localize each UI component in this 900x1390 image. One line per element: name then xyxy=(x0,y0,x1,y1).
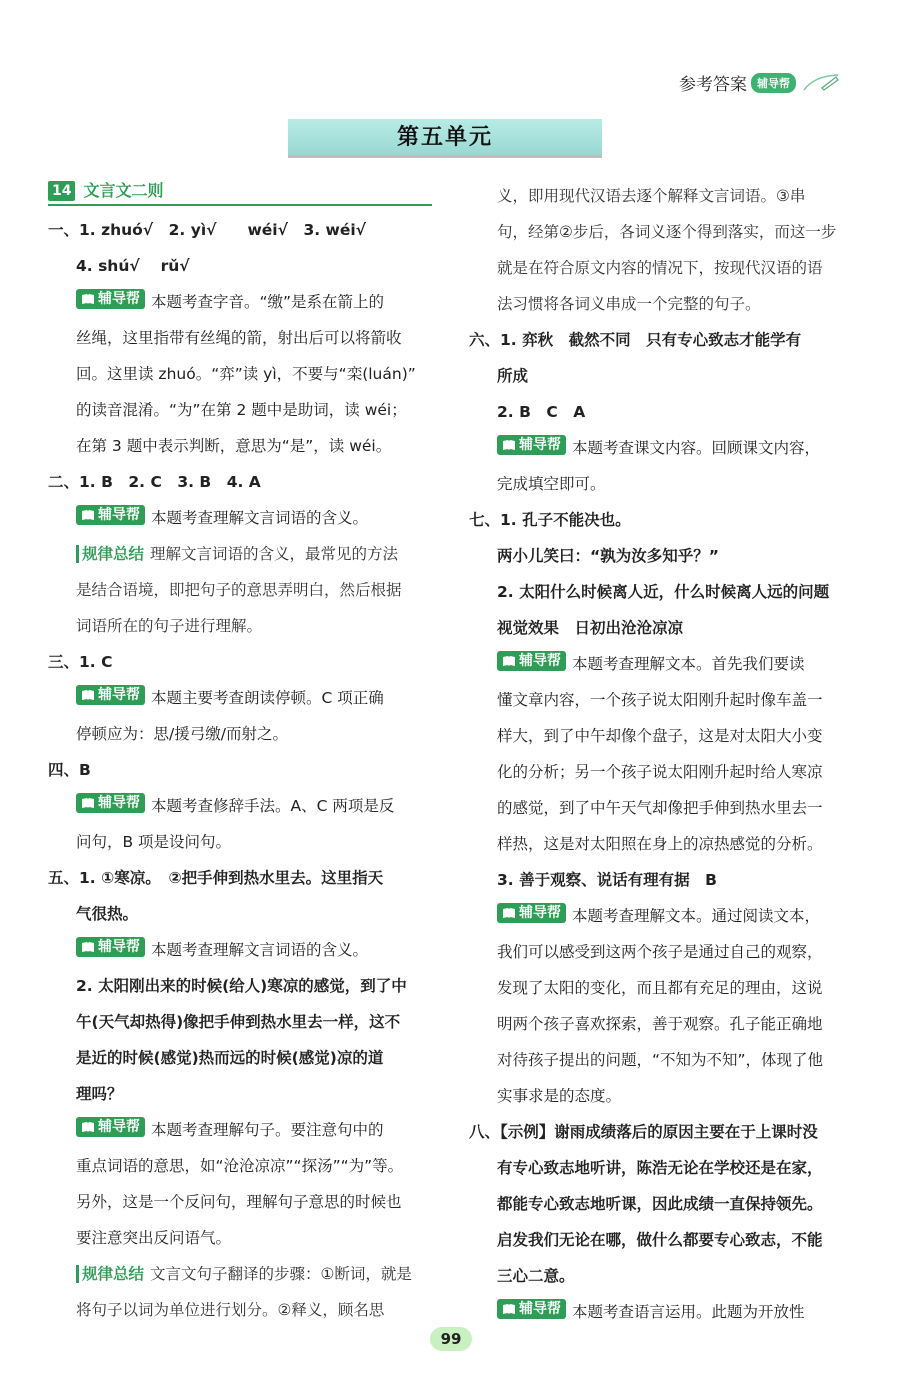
left-column xyxy=(48,178,432,1328)
answer-line: 视觉效果 日初出沧沧凉凉 xyxy=(497,619,684,637)
tip-badge: 辅导帮 xyxy=(497,651,566,671)
answer-line: 六、1. 弈秋 截然不同 只有专心致志才能学有 xyxy=(469,331,802,349)
answer-line: 二、1. B 2. C 3. B 4. A xyxy=(48,473,261,491)
text-line: 在第 3 题中表示判断，意思为“是”，读 wéi。 xyxy=(76,437,392,455)
lesson-heading xyxy=(48,178,432,206)
answer-line: 所成 xyxy=(497,367,529,385)
tip-badge: 辅导帮 xyxy=(76,505,145,525)
answer-line: 午(天气却热得)像把手伸到热水里去一样，这不 xyxy=(76,1013,401,1031)
text-line: 的读音混淆。“为”在第 2 题中是助词，读 wéi； xyxy=(76,401,407,419)
answer-line: 都能专心致志地听课，因此成绩一直保持领先。 xyxy=(497,1195,823,1213)
pen-icon xyxy=(800,72,842,94)
text-line: 的感觉，到了中午天气却像把手伸到热水里去一 xyxy=(497,799,823,817)
text-line: 法习惯将各词义串成一个完整的句子。 xyxy=(497,295,761,313)
answer-line: 四、B xyxy=(48,761,91,779)
text-line: 句，经第②步后，各词义逐个得到落实，而这一步 xyxy=(497,223,837,241)
answer-line: 启发我们无论在哪，做什么都要专心致志，不能 xyxy=(497,1231,823,1249)
text-line: 实事求是的态度。 xyxy=(497,1087,622,1105)
text-line: 将句子以词为单位进行划分。②释义，顾名思 xyxy=(76,1301,385,1319)
tip-line: 辅导帮 本题考查理解文本。首先我们要读 xyxy=(469,646,853,682)
header-badge: 辅导帮 xyxy=(751,73,796,93)
tip-line: 辅导帮 本题考查修辞手法。A、C 两项是反 xyxy=(48,788,432,824)
text-line: 停顿应为：思/援弓缴/而射之。 xyxy=(76,725,288,743)
text-line: 是结合语境，即把句子的意思弄明白，然后根据 xyxy=(76,581,402,599)
answer-line: 气很热。 xyxy=(76,905,139,923)
page-number: 99 xyxy=(430,1327,472,1351)
tip-badge: 辅导帮 xyxy=(497,435,566,455)
rule-label: 规律总结 xyxy=(76,1265,144,1283)
answer-line: 五、1. ①寒凉。 ②把手伸到热水里去。这里指天 xyxy=(48,869,384,887)
tip-line: 辅导帮 本题考查课文内容。回顾课文内容， xyxy=(469,430,853,466)
text-line: 重点词语的意思，如“沧沧凉凉”“探汤”“为”等。 xyxy=(76,1157,404,1175)
text-line: 问句，B 项是设问句。 xyxy=(76,833,232,851)
book-icon xyxy=(81,1121,95,1133)
text-line: 义，即用现代汉语去逐个解释文言词语。③串 xyxy=(497,187,806,205)
lesson-title: 文言文二则 xyxy=(83,181,164,200)
book-icon xyxy=(502,439,516,451)
text-line: 要注意突出反问语气。 xyxy=(76,1229,232,1247)
tip-line: 辅导帮 本题主要考查朗读停顿。C 项正确 xyxy=(48,680,432,716)
answer-line: 七、1. 孔子不能决也。 xyxy=(469,511,631,529)
book-icon xyxy=(502,1303,516,1315)
text-line: 发现了太阳的变化，而且都有充足的理由，这说 xyxy=(497,979,823,997)
book-icon xyxy=(502,907,516,919)
answer-line: 是近的时候(感觉)热而远的时候(感觉)凉的道 xyxy=(76,1049,384,1067)
tip-badge: 辅导帮 xyxy=(497,1299,566,1319)
answer-line: 2. B C A xyxy=(497,403,586,421)
tip-line: 辅导帮 本题考查理解文本。通过阅读文本， xyxy=(469,898,853,934)
book-icon xyxy=(81,689,95,701)
text-line: 回。这里读 zhuó。“弈”读 yì，不要与“栾(luán)” xyxy=(76,365,416,383)
text-line: 就是在符合原文内容的情况下，按现代汉语的语 xyxy=(497,259,823,277)
rule-line: 规律总结 理解文言词语的含义，最常见的方法 xyxy=(48,536,432,572)
text-line: 对待孩子提出的问题，“不知为不知”，体现了他 xyxy=(497,1051,824,1069)
book-icon xyxy=(81,293,95,305)
unit-title: 第五单元 xyxy=(288,119,602,158)
text-line: 词语所在的句子进行理解。 xyxy=(76,617,263,635)
tip-line: 辅导帮 本题考查理解文言词语的含义。 xyxy=(48,500,432,536)
tip-badge: 辅导帮 xyxy=(76,1117,145,1137)
book-icon xyxy=(502,655,516,667)
text-line: 样大，到了中午却像个盘子，这是对太阳大小变 xyxy=(497,727,823,745)
text-line: 懂文章内容，一个孩子说太阳刚升起时像车盖一 xyxy=(497,691,823,709)
tip-badge: 辅导帮 xyxy=(76,685,145,705)
answer-line: 4. shú√ rǔ√ xyxy=(76,257,190,275)
tip-line: 辅导帮 本题考查字音。“缴”是系在箭上的 xyxy=(48,284,432,320)
book-icon xyxy=(81,797,95,809)
page-header xyxy=(679,70,842,95)
book-icon xyxy=(81,509,95,521)
lesson-number: 14 xyxy=(48,181,75,201)
tip-badge: 辅导帮 xyxy=(76,289,145,309)
rule-line: 规律总结 文言文句子翻译的步骤：①断词，就是 xyxy=(48,1256,432,1292)
answer-line: 2. 太阳什么时候离人近，什么时候离人远的问题 xyxy=(497,583,830,601)
text-line: 明两个孩子喜欢探索，善于观察。孔子能正确地 xyxy=(497,1015,823,1033)
tip-badge: 辅导帮 xyxy=(497,903,566,923)
text-line: 完成填空即可。 xyxy=(497,475,606,493)
tip-line: 辅导帮 本题考查理解句子。要注意句中的 xyxy=(48,1112,432,1148)
answer-line: 一、1. zhuó√ 2. yì√ wéi√ 3. wéi√ xyxy=(48,221,367,239)
text-line: 化的分析；另一个孩子说太阳刚升起时给人寒凉 xyxy=(497,763,823,781)
answer-line: 八、【示例】谢雨成绩落后的原因主要在于上课时没 xyxy=(469,1123,818,1141)
answer-line: 三、1. C xyxy=(48,653,113,671)
text-line: 丝绳，这里指带有丝绳的箭，射出后可以将箭收 xyxy=(76,329,402,347)
tip-badge: 辅导帮 xyxy=(76,793,145,813)
header-label: 参考答案 xyxy=(679,75,747,95)
rule-label: 规律总结 xyxy=(76,545,144,563)
text-line: 样热，这是对太阳照在身上的凉热感觉的分析。 xyxy=(497,835,823,853)
answer-line: 有专心致志地听讲，陈浩无论在学校还是在家， xyxy=(497,1159,823,1177)
book-icon xyxy=(81,941,95,953)
tip-badge: 辅导帮 xyxy=(76,937,145,957)
tip-line: 辅导帮 本题考查理解文言词语的含义。 xyxy=(48,932,432,968)
text-line: 另外，这是一个反问句，理解句子意思的时候也 xyxy=(76,1193,402,1211)
answer-line: 2. 太阳刚出来的时候(给人)寒凉的感觉，到了中 xyxy=(76,977,407,995)
tip-line: 辅导帮 本题考查语言运用。此题为开放性 xyxy=(469,1294,853,1330)
answer-line: 3. 善于观察、说话有理有据 B xyxy=(497,871,717,889)
answer-line: 三心二意。 xyxy=(497,1267,575,1285)
text-line: 我们可以感受到这两个孩子是通过自己的观察， xyxy=(497,943,823,961)
answer-line: 理吗？ xyxy=(76,1085,123,1103)
right-column xyxy=(469,178,853,1330)
answer-line: 两小儿笑曰：“孰为汝多知乎？” xyxy=(497,547,719,565)
